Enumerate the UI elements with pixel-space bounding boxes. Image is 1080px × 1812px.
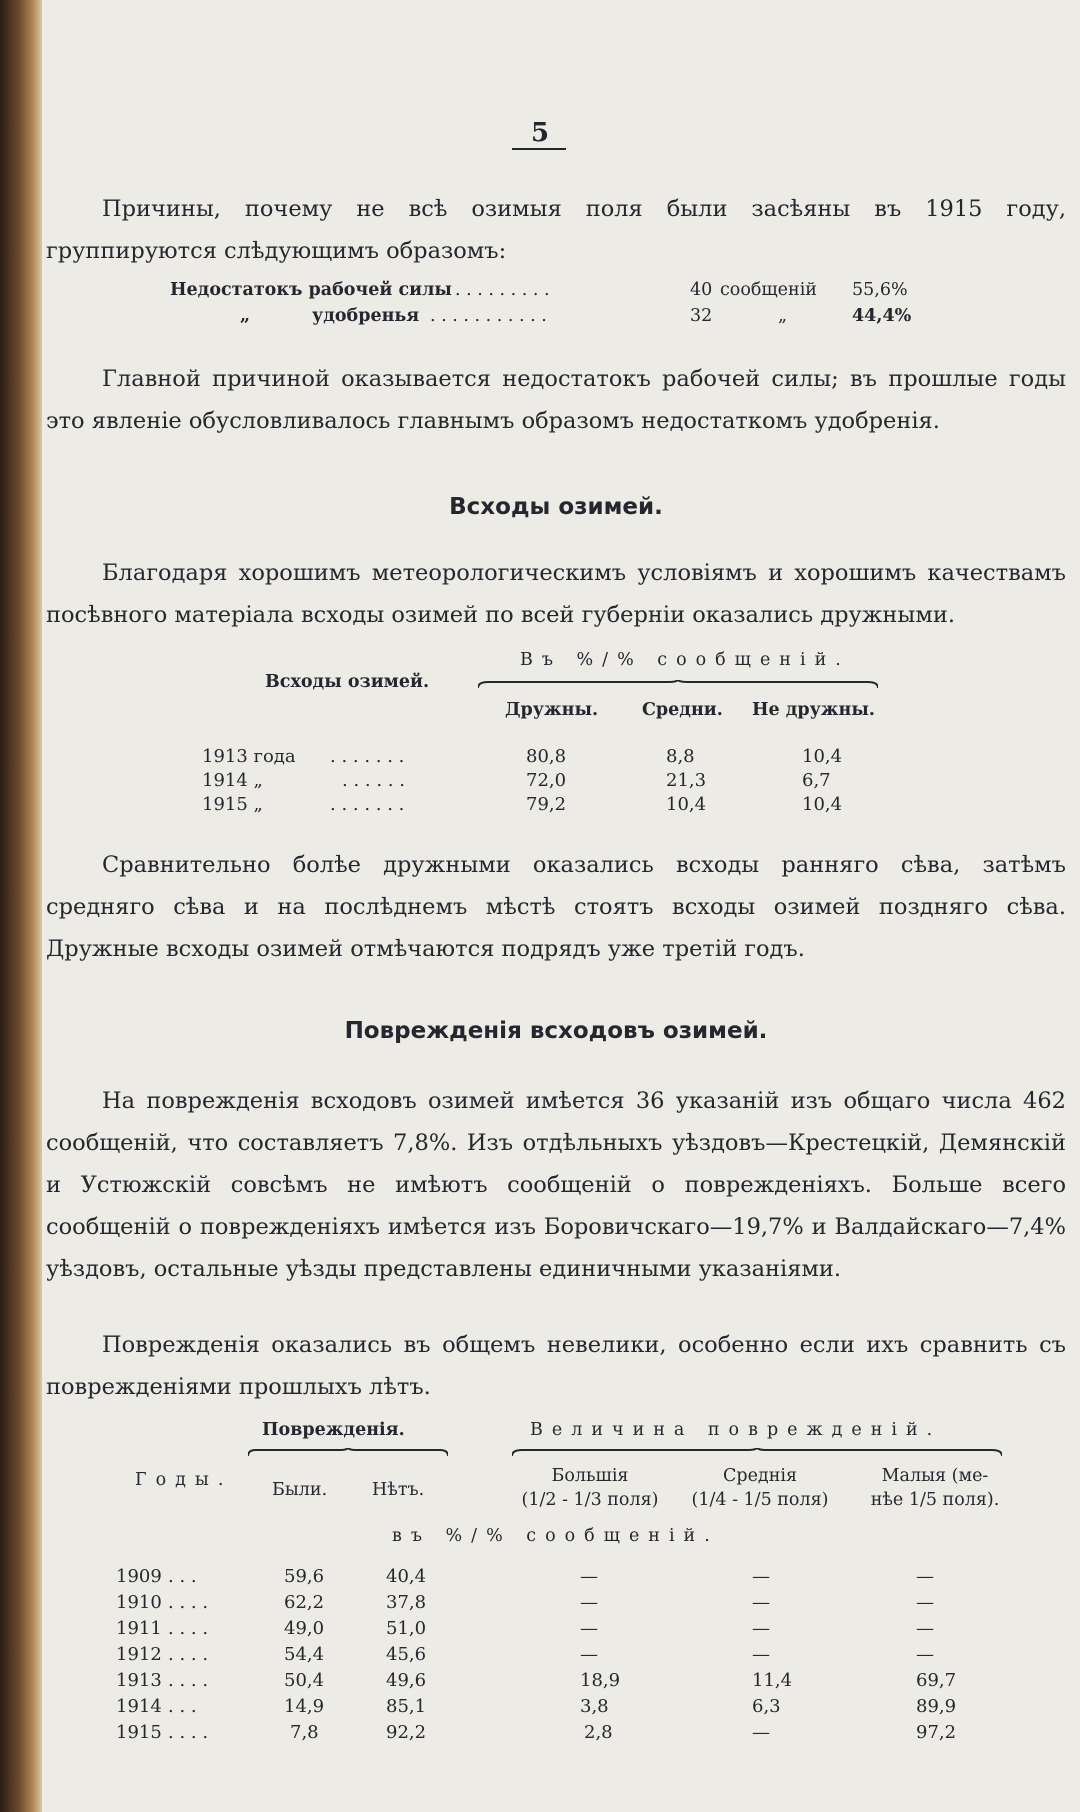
table-column-header: (1/2 - 1/3 поля) — [521, 1490, 659, 1510]
cell-value: 79,2 — [526, 794, 567, 815]
row-dots: . . . . — [168, 1644, 209, 1665]
cell-value: 14,9 — [284, 1696, 325, 1717]
cell-value: 18,9 — [580, 1670, 621, 1691]
paragraph-reasons-intro: Причины, почему не всѣ озимыя поля были засѣяны въ 1915 году, группируются слѣдующимъ образомъ: — [46, 196, 1066, 264]
row-dots: . . . . — [168, 1722, 209, 1743]
section-heading-sprouts: Всходы озимей. — [449, 494, 663, 520]
table-row — [0, 1722, 1080, 1750]
table-row — [0, 1644, 1080, 1672]
page-number: 5 — [530, 118, 550, 148]
row-dots: . . . . — [168, 1592, 209, 1613]
cell-value: — — [580, 1644, 598, 1665]
cell-value: 54,4 — [284, 1644, 325, 1665]
cell-value: — — [580, 1592, 598, 1613]
cell-value: — — [916, 1592, 934, 1613]
reason-pct: 44,4% — [852, 306, 912, 326]
cell-value: 2,8 — [584, 1722, 613, 1743]
page-number-rule — [512, 148, 566, 150]
reason-count: 40 — [690, 280, 713, 300]
paragraph-sprouts: Благодаря хорошимъ метеорологическимъ условіямъ и хорошимъ качествамъ посѣвного матеріала всходы озимей по всей губерніи оказались дружными. — [46, 560, 1066, 628]
cell-value: — — [580, 1566, 598, 1587]
table-row — [0, 1592, 1080, 1620]
row-year: 1909 — [116, 1566, 162, 1587]
cell-value: 50,4 — [284, 1670, 325, 1691]
cell-value: 69,7 — [916, 1670, 957, 1691]
cell-value: 10,4 — [802, 794, 843, 815]
cell-value: 51,0 — [386, 1618, 427, 1639]
table-group-header: Поврежденія. — [262, 1420, 405, 1440]
cell-value: — — [752, 1618, 770, 1639]
paragraph-damage: На поврежденія всходовъ озимей имѣется 36 указаній изъ общаго числа 462 сообщеній, что составляетъ 7,8%. Изъ отдѣльныхъ уѣздовъ—Крестецкій, Демянскій и Устюжскій совсѣмъ не имѣютъ сообщеній о поврежденіяхъ. Больше всего сообщеній о поврежденіяхъ имѣется изъ Боровичскаго—19,7% и Валдайскаго—7,4% уѣздовъ, остальные уѣзды представлены единичными указаніями. — [46, 1088, 1066, 1282]
reason-label: Недостатокъ рабочей силы — [170, 280, 452, 300]
cell-value: — — [916, 1566, 934, 1587]
cell-value: — — [752, 1644, 770, 1665]
reason-ditto: „ — [240, 306, 251, 326]
table-column-header: Не дружны. — [752, 700, 875, 720]
cell-value: 10,4 — [666, 794, 707, 815]
reason-unit: сообщеній — [720, 280, 817, 300]
table-column-header: Большія — [551, 1466, 629, 1486]
table-column-header: Были. — [272, 1480, 328, 1500]
table-group-header: Величина поврежденій. — [530, 1420, 942, 1440]
cell-value: 49,0 — [284, 1618, 325, 1639]
cell-value: — — [916, 1618, 934, 1639]
row-year: 1910 — [116, 1592, 162, 1613]
row-year: 1915 — [116, 1722, 162, 1743]
cell-value: — — [580, 1618, 598, 1639]
row-year: 1913 года — [202, 746, 296, 767]
row-dots: . . . . — [168, 1670, 209, 1691]
cell-value: — — [916, 1644, 934, 1665]
table-column-header: Средни. — [642, 700, 723, 720]
table-column-header: нѣе 1/5 поля). — [870, 1490, 1000, 1510]
reason-dots: . . . . . . . . . . . — [430, 306, 547, 326]
table-column-header: Дружны. — [505, 700, 599, 720]
table-group-brace — [248, 1448, 448, 1456]
row-year: 1914 „ — [202, 770, 263, 791]
cell-value: 85,1 — [386, 1696, 427, 1717]
cell-value: 11,4 — [752, 1670, 793, 1691]
table-row — [0, 1566, 1080, 1594]
reason-count: 32 — [690, 306, 713, 326]
cell-value: 8,8 — [666, 746, 695, 767]
cell-value: 10,4 — [802, 746, 843, 767]
row-dots: . . . . . . — [342, 770, 405, 791]
table-group-brace — [512, 1448, 1002, 1456]
cell-value: 7,8 — [290, 1722, 319, 1743]
row-dots: . . . . — [168, 1618, 209, 1639]
cell-value: 72,0 — [526, 770, 567, 791]
cell-value: 80,8 — [526, 746, 567, 767]
cell-value: 49,6 — [386, 1670, 427, 1691]
section-heading-damage: Поврежденія всходовъ озимей. — [344, 1018, 768, 1044]
cell-value: — — [752, 1722, 770, 1743]
row-year: 1911 — [116, 1618, 162, 1639]
cell-value: 3,8 — [580, 1696, 609, 1717]
cell-value: 21,3 — [666, 770, 707, 791]
reason-pct: 55,6% — [852, 280, 908, 300]
table-unit-row: въ %/% сообщеній. — [392, 1526, 719, 1546]
row-dots: . . . — [168, 1696, 197, 1717]
cell-value: 97,2 — [916, 1722, 957, 1743]
table-row — [0, 794, 1080, 822]
cell-value: 59,6 — [284, 1566, 325, 1587]
table-column-header: Среднія — [722, 1466, 798, 1486]
table-column-header: Нѣтъ. — [372, 1480, 425, 1500]
table-column-header: Малыя (ме- — [881, 1466, 989, 1486]
table-group-header: Въ %/% сообщеній. — [520, 650, 850, 670]
table-row — [0, 1670, 1080, 1698]
cell-value: 45,6 — [386, 1644, 427, 1665]
reason-unit: „ — [778, 306, 788, 326]
table-row — [0, 1618, 1080, 1646]
cell-value: 37,8 — [386, 1592, 427, 1613]
row-year: 1915 „ — [202, 794, 263, 815]
reason-dots: . . . . . . . . . — [455, 280, 550, 300]
table-column-header: (1/4 - 1/5 поля) — [691, 1490, 829, 1510]
table-row — [0, 1696, 1080, 1724]
paragraph-damage-small: Поврежденія оказались въ общемъ невелики, особенно если ихъ сравнить съ поврежденіями прошлыхъ лѣтъ. — [46, 1332, 1066, 1400]
reason-label: удобренья — [312, 306, 420, 326]
paragraph-comparison: Сравнительно болѣе дружными оказались всходы ранняго сѣва, затѣмъ средняго сѣва и на послѣднемъ мѣстѣ стоятъ всходы озимей поздняго сѣва. Дружные всходы озимей отмѣчаются подрядъ уже третій годъ. — [46, 852, 1066, 962]
table-stub-header: Всходы озимей. — [265, 672, 430, 692]
cell-value: — — [752, 1566, 770, 1587]
cell-value: 6,3 — [752, 1696, 781, 1717]
row-dots: . . . . . . . — [330, 794, 405, 815]
table-stub-header: Годы. — [135, 1470, 233, 1490]
cell-value: 92,2 — [386, 1722, 427, 1743]
cell-value: 62,2 — [284, 1592, 325, 1613]
table-group-brace — [478, 680, 878, 688]
row-dots: . . . — [168, 1566, 197, 1587]
paragraph-main-reason: Главной причиной оказывается недостатокъ рабочей силы; въ прошлые годы это явленіе обусловливалось главнымъ образомъ недостаткомъ удобренія. — [46, 366, 1066, 434]
cell-value: 40,4 — [386, 1566, 427, 1587]
row-year: 1914 — [116, 1696, 162, 1717]
row-dots: . . . . . . . — [330, 746, 405, 767]
row-year: 1913 — [116, 1670, 162, 1691]
cell-value: 89,9 — [916, 1696, 957, 1717]
cell-value: 6,7 — [802, 770, 831, 791]
cell-value: — — [752, 1592, 770, 1613]
row-year: 1912 — [116, 1644, 162, 1665]
